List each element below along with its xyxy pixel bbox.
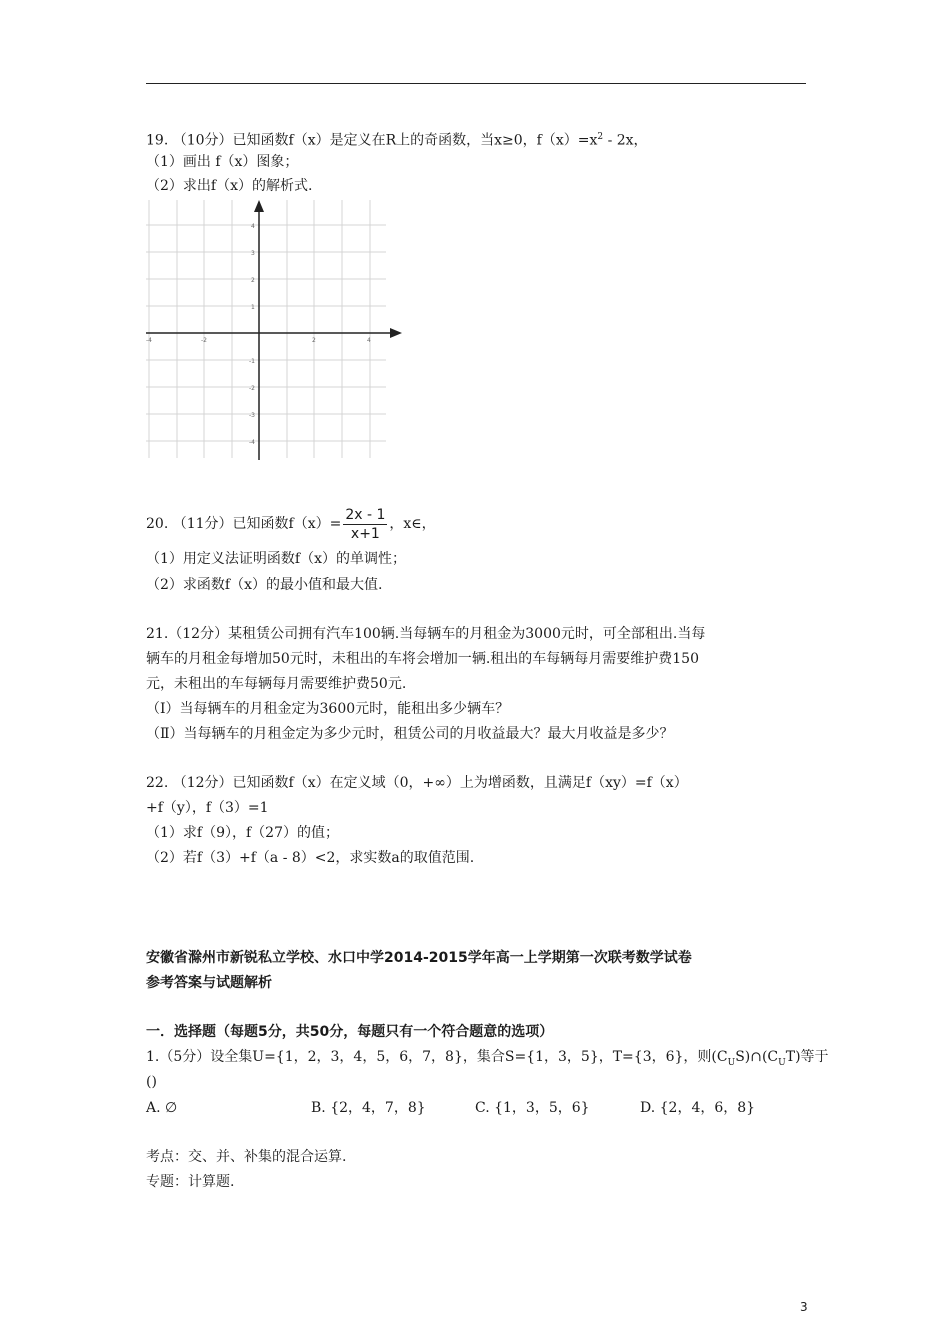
q21-line1: 21.（12分）某租赁公司拥有汽车100辆.当每辆车的月租金为3000元时，可全部租出.当每 [146, 626, 706, 642]
x-axis-arrow-icon [390, 328, 402, 338]
coordinate-grid [146, 200, 402, 460]
q19-part2: （2）求出f（x）的解析式. [146, 178, 313, 194]
page-number: 3 [800, 1300, 808, 1314]
kaodian: 考点：交、并、补集的混合运算. [146, 1149, 347, 1165]
y-tick-label: 2 [251, 277, 255, 284]
q20-part1: （1）用定义法证明函数f（x）的单调性； [146, 551, 406, 567]
q22-line2: +f（y），f（3）=1 [146, 800, 269, 816]
section-heading: 一．选择题（每题5分，共50分，每题只有一个符合题意的选项） [146, 1024, 554, 1040]
choice-c: C. {1，3，5，6} [475, 1100, 590, 1116]
y-axis-arrow-icon [254, 200, 264, 212]
q22-line1: 22. （12分）已知函数f（x）在定义域（0，+∞）上为增函数，且满足f（xy）=f（x） [146, 775, 688, 791]
x-tick-label: 4 [367, 337, 371, 344]
choice-d: D. {2，4，6，8} [640, 1100, 756, 1116]
answers-subtitle: 参考答案与试题解析 [146, 975, 272, 991]
q20-fraction: $\frac{2x - 1}{x+1}$ [345, 506, 386, 542]
answer-q1-blank: () [146, 1074, 157, 1090]
y-tick-label: 1 [251, 304, 255, 311]
q21-part2: （Ⅱ）当每辆车的月租金定为多少元时，租赁公司的月收益最大？最大月收益是多少？ [146, 726, 674, 742]
answers-title: 安徽省滁州市新锐私立学校、水口中学2014-2015学年高一上学期第一次联考数学试卷 [146, 950, 692, 966]
q21-line2: 辆车的月租金每增加50元时，未租出的车将会增加一辆.租出的车每辆每月需要维护费150 [146, 651, 699, 667]
y-tick-label: 3 [251, 250, 255, 257]
y-tick-label: -3 [249, 412, 255, 419]
q19-part1: （1）画出 f（x）图象； [146, 154, 299, 170]
zhuanti: 专题：计算题. [146, 1174, 235, 1190]
q21-line3: 元，未租出的车每辆每月需要维护费50元. [146, 676, 407, 692]
y-tick-label: 4 [251, 223, 255, 230]
choice-a: A. ∅ [146, 1100, 178, 1116]
q20-part2: （2）求函数f（x）的最小值和最大值. [146, 577, 383, 593]
x-tick-label: -4 [146, 337, 152, 344]
answer-q1-stem: 1.（5分）设全集U={1，2，3，4，5，6，7，8}，集合S={1，3，5}，T={3，6}，则$(C_US)\cap(C_UT)$等于 [146, 1049, 829, 1068]
header-rule [146, 83, 806, 84]
y-tick-label: -1 [249, 358, 255, 365]
choice-b: B. {2，4，7，8} [311, 1100, 426, 1116]
q20-stem: 20. （11分）已知函数f（x）= $\frac{2x - 1}{x+1}$ ，x∈， [146, 506, 436, 542]
y-tick-label: -2 [249, 385, 255, 392]
y-tick-label: -4 [249, 439, 255, 446]
q22-part1: （1）求f（9），f（27）的值； [146, 825, 339, 841]
x-tick-label: -2 [201, 337, 207, 344]
q19-stem: 19. （10分）已知函数f（x）是定义在R上的奇函数，当x≥0，$f(x)=x^2 - 2x$， [146, 132, 648, 149]
q22-part2: （2）若f（3）+f（a - 8）<2，求实数a的取值范围. [146, 850, 475, 866]
q21-part1: （Ⅰ）当每辆车的月租金定为3600元时，能租出多少辆车？ [146, 701, 510, 717]
x-tick-label: 2 [312, 337, 316, 344]
